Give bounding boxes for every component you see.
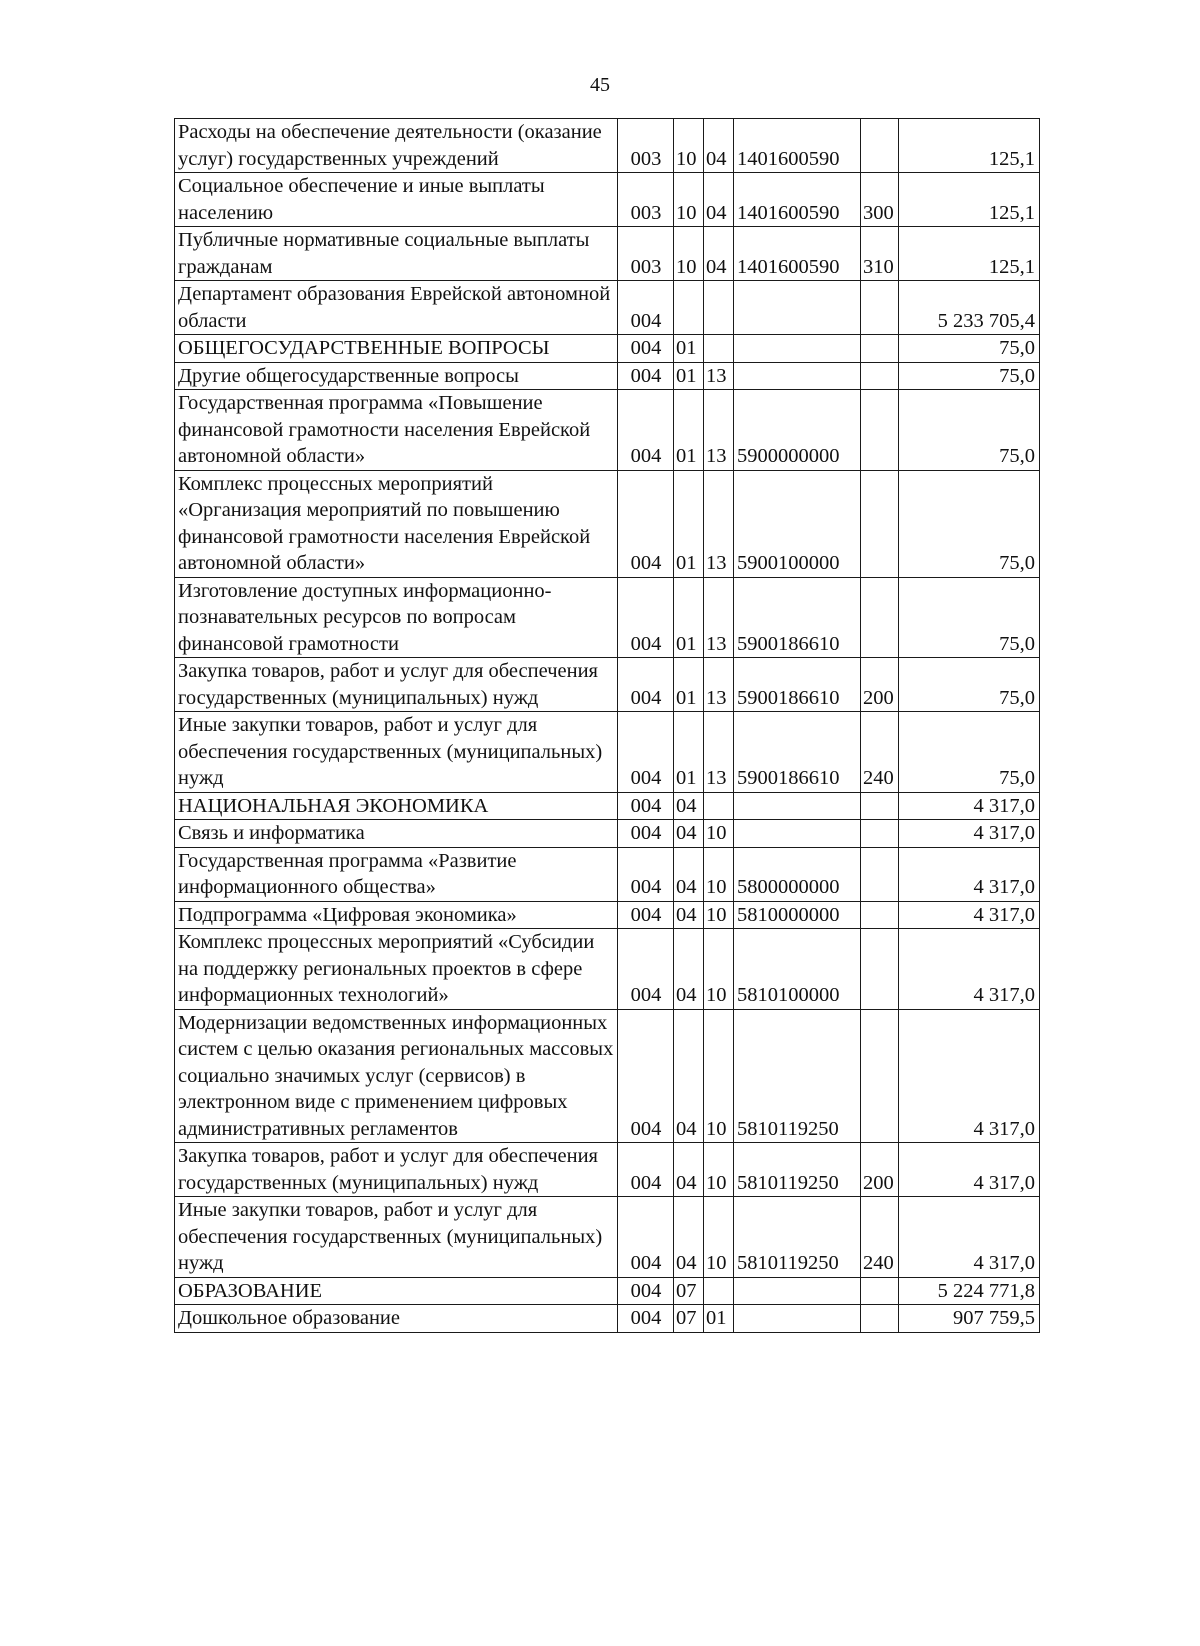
expense-type-cell [861, 820, 899, 848]
amount-cell: 4 317,0 [899, 1009, 1040, 1143]
subsection-code-cell: 13 [704, 577, 734, 658]
amount-cell: 125,1 [899, 119, 1040, 173]
table-row [175, 281, 1040, 335]
subsection-code-cell [704, 792, 734, 820]
subsection-code-cell: 13 [704, 390, 734, 471]
section-code-cell: 04 [674, 820, 704, 848]
row-name-cell: Модернизации ведомственных информационных систем с целью оказания региональных массовых социально значимых услуг (сервисов) в электронном виде с применением цифровых административных регламентов [175, 1009, 618, 1143]
row-name-cell: Дошкольное образование [175, 1305, 618, 1333]
table-body [175, 119, 1040, 1333]
target-article-cell [734, 1305, 861, 1333]
subsection-code-cell: 04 [704, 173, 734, 227]
section-code-cell: 04 [674, 1197, 704, 1278]
amount-cell: 5 233 705,4 [899, 281, 1040, 335]
amount-cell: 4 317,0 [899, 901, 1040, 929]
section-code-cell: 01 [674, 470, 704, 577]
amount-cell: 907 759,5 [899, 1305, 1040, 1333]
target-article-cell: 1401600590 [734, 227, 861, 281]
row-name-cell: Иные закупки товаров, работ и услуг для обеспечения государственных (муниципальных) нужд [175, 1197, 618, 1278]
table-row [175, 470, 1040, 577]
subsection-code-cell: 10 [704, 1009, 734, 1143]
expense-type-cell: 240 [861, 1197, 899, 1278]
table-row [175, 390, 1040, 471]
section-code-cell: 10 [674, 173, 704, 227]
expense-type-cell [861, 577, 899, 658]
expense-type-cell: 240 [861, 712, 899, 793]
admin-code-cell: 004 [618, 1277, 674, 1305]
amount-cell: 4 317,0 [899, 847, 1040, 901]
amount-cell: 4 317,0 [899, 1143, 1040, 1197]
section-code-cell: 04 [674, 1143, 704, 1197]
admin-code-cell: 004 [618, 1009, 674, 1143]
section-code-cell: 04 [674, 1009, 704, 1143]
table-row [175, 658, 1040, 712]
amount-cell: 75,0 [899, 577, 1040, 658]
target-article-cell: 5810000000 [734, 901, 861, 929]
admin-code-cell: 003 [618, 119, 674, 173]
amount-cell: 75,0 [899, 390, 1040, 471]
expense-type-cell [861, 119, 899, 173]
expense-type-cell [861, 901, 899, 929]
section-code-cell: 07 [674, 1277, 704, 1305]
target-article-cell [734, 820, 861, 848]
admin-code-cell: 004 [618, 1197, 674, 1278]
subsection-code-cell: 10 [704, 1143, 734, 1197]
subsection-code-cell: 10 [704, 929, 734, 1010]
target-article-cell [734, 281, 861, 335]
row-name-cell: Государственная программа «Развитие информационного общества» [175, 847, 618, 901]
amount-cell: 4 317,0 [899, 1197, 1040, 1278]
table-row [175, 119, 1040, 173]
subsection-code-cell: 10 [704, 901, 734, 929]
amount-cell: 75,0 [899, 335, 1040, 363]
section-code-cell: 10 [674, 119, 704, 173]
admin-code-cell: 004 [618, 792, 674, 820]
admin-code-cell: 004 [618, 712, 674, 793]
subsection-code-cell [704, 281, 734, 335]
expense-type-cell [861, 1277, 899, 1305]
table-row [175, 901, 1040, 929]
subsection-code-cell: 13 [704, 362, 734, 390]
expense-type-cell [861, 390, 899, 471]
target-article-cell: 5800000000 [734, 847, 861, 901]
admin-code-cell: 003 [618, 227, 674, 281]
expense-type-cell [861, 792, 899, 820]
expense-type-cell [861, 335, 899, 363]
table-row [175, 1143, 1040, 1197]
table-row [175, 577, 1040, 658]
section-code-cell: 01 [674, 335, 704, 363]
admin-code-cell: 004 [618, 281, 674, 335]
table-row [175, 929, 1040, 1010]
row-name-cell: Закупка товаров, работ и услуг для обеспечения государственных (муниципальных) нужд [175, 658, 618, 712]
section-code-cell: 04 [674, 901, 704, 929]
subsection-code-cell: 01 [704, 1305, 734, 1333]
target-article-cell: 5810100000 [734, 929, 861, 1010]
subsection-code-cell: 04 [704, 227, 734, 281]
table-row [175, 820, 1040, 848]
target-article-cell [734, 1277, 861, 1305]
row-name-cell: ОБРАЗОВАНИЕ [175, 1277, 618, 1305]
subsection-code-cell [704, 1277, 734, 1305]
row-name-cell: Публичные нормативные социальные выплаты гражданам [175, 227, 618, 281]
subsection-code-cell: 10 [704, 820, 734, 848]
row-name-cell: Департамент образования Еврейской автономной области [175, 281, 618, 335]
section-code-cell: 01 [674, 577, 704, 658]
target-article-cell [734, 362, 861, 390]
admin-code-cell: 004 [618, 362, 674, 390]
admin-code-cell: 004 [618, 577, 674, 658]
admin-code-cell: 004 [618, 658, 674, 712]
table-row [175, 792, 1040, 820]
amount-cell: 125,1 [899, 227, 1040, 281]
section-code-cell: 07 [674, 1305, 704, 1333]
expense-type-cell [861, 362, 899, 390]
amount-cell: 125,1 [899, 173, 1040, 227]
amount-cell: 4 317,0 [899, 820, 1040, 848]
subsection-code-cell: 04 [704, 119, 734, 173]
expense-type-cell [861, 929, 899, 1010]
row-name-cell: Изготовление доступных информационно-познавательных ресурсов по вопросам финансовой грамотности [175, 577, 618, 658]
admin-code-cell: 003 [618, 173, 674, 227]
target-article-cell [734, 335, 861, 363]
row-name-cell: Связь и информатика [175, 820, 618, 848]
target-article-cell: 5900000000 [734, 390, 861, 471]
amount-cell: 4 317,0 [899, 792, 1040, 820]
section-code-cell: 10 [674, 227, 704, 281]
table-row [175, 335, 1040, 363]
admin-code-cell: 004 [618, 901, 674, 929]
admin-code-cell: 004 [618, 847, 674, 901]
row-name-cell: Закупка товаров, работ и услуг для обеспечения государственных (муниципальных) нужд [175, 1143, 618, 1197]
admin-code-cell: 004 [618, 1305, 674, 1333]
target-article-cell: 1401600590 [734, 119, 861, 173]
section-code-cell [674, 281, 704, 335]
section-code-cell: 01 [674, 712, 704, 793]
expense-type-cell: 300 [861, 173, 899, 227]
row-name-cell: НАЦИОНАЛЬНАЯ ЭКОНОМИКА [175, 792, 618, 820]
table-row [175, 227, 1040, 281]
admin-code-cell: 004 [618, 1143, 674, 1197]
expense-type-cell [861, 281, 899, 335]
expense-type-cell: 200 [861, 658, 899, 712]
expense-type-cell [861, 1305, 899, 1333]
row-name-cell: Социальное обеспечение и иные выплаты населению [175, 173, 618, 227]
section-code-cell: 01 [674, 658, 704, 712]
expense-type-cell: 200 [861, 1143, 899, 1197]
section-code-cell: 04 [674, 929, 704, 1010]
target-article-cell: 5810119250 [734, 1197, 861, 1278]
expense-type-cell: 310 [861, 227, 899, 281]
amount-cell: 4 317,0 [899, 929, 1040, 1010]
target-article-cell: 5900186610 [734, 577, 861, 658]
table-row [175, 712, 1040, 793]
section-code-cell: 04 [674, 792, 704, 820]
expense-type-cell [861, 1009, 899, 1143]
admin-code-cell: 004 [618, 470, 674, 577]
section-code-cell: 01 [674, 390, 704, 471]
row-name-cell: ОБЩЕГОСУДАРСТВЕННЫЕ ВОПРОСЫ [175, 335, 618, 363]
admin-code-cell: 004 [618, 390, 674, 471]
row-name-cell: Расходы на обеспечение деятельности (оказание услуг) государственных учреждений [175, 119, 618, 173]
section-code-cell: 04 [674, 847, 704, 901]
amount-cell: 75,0 [899, 362, 1040, 390]
admin-code-cell: 004 [618, 929, 674, 1010]
expense-type-cell [861, 847, 899, 901]
table-row [175, 1305, 1040, 1333]
budget-table [174, 118, 1040, 1333]
subsection-code-cell: 13 [704, 658, 734, 712]
row-name-cell: Иные закупки товаров, работ и услуг для обеспечения государственных (муниципальных) нужд [175, 712, 618, 793]
table-row [175, 173, 1040, 227]
table-row [175, 1197, 1040, 1278]
row-name-cell: Комплекс процессных мероприятий «Субсидии на поддержку региональных проектов в сфере информационных технологий» [175, 929, 618, 1010]
amount-cell: 75,0 [899, 712, 1040, 793]
table-row [175, 847, 1040, 901]
section-code-cell: 01 [674, 362, 704, 390]
table-row [175, 1009, 1040, 1143]
row-name-cell: Подпрограмма «Цифровая экономика» [175, 901, 618, 929]
target-article-cell: 5900186610 [734, 712, 861, 793]
table-row [175, 1277, 1040, 1305]
admin-code-cell: 004 [618, 820, 674, 848]
target-article-cell: 5810119250 [734, 1009, 861, 1143]
subsection-code-cell: 13 [704, 470, 734, 577]
subsection-code-cell: 10 [704, 847, 734, 901]
target-article-cell [734, 792, 861, 820]
subsection-code-cell: 13 [704, 712, 734, 793]
target-article-cell: 5810119250 [734, 1143, 861, 1197]
table-row [175, 362, 1040, 390]
row-name-cell: Другие общегосударственные вопросы [175, 362, 618, 390]
admin-code-cell: 004 [618, 335, 674, 363]
target-article-cell: 5900100000 [734, 470, 861, 577]
amount-cell: 5 224 771,8 [899, 1277, 1040, 1305]
subsection-code-cell [704, 335, 734, 363]
expense-type-cell [861, 470, 899, 577]
row-name-cell: Государственная программа «Повышение финансовой грамотности населения Еврейской автономной области» [175, 390, 618, 471]
target-article-cell: 5900186610 [734, 658, 861, 712]
target-article-cell: 1401600590 [734, 173, 861, 227]
amount-cell: 75,0 [899, 470, 1040, 577]
row-name-cell: Комплекс процессных мероприятий «Организация мероприятий по повышению финансовой грамотности населения Еврейской автономной области» [175, 470, 618, 577]
subsection-code-cell: 10 [704, 1197, 734, 1278]
amount-cell: 75,0 [899, 658, 1040, 712]
page-number: 45 [590, 74, 610, 96]
